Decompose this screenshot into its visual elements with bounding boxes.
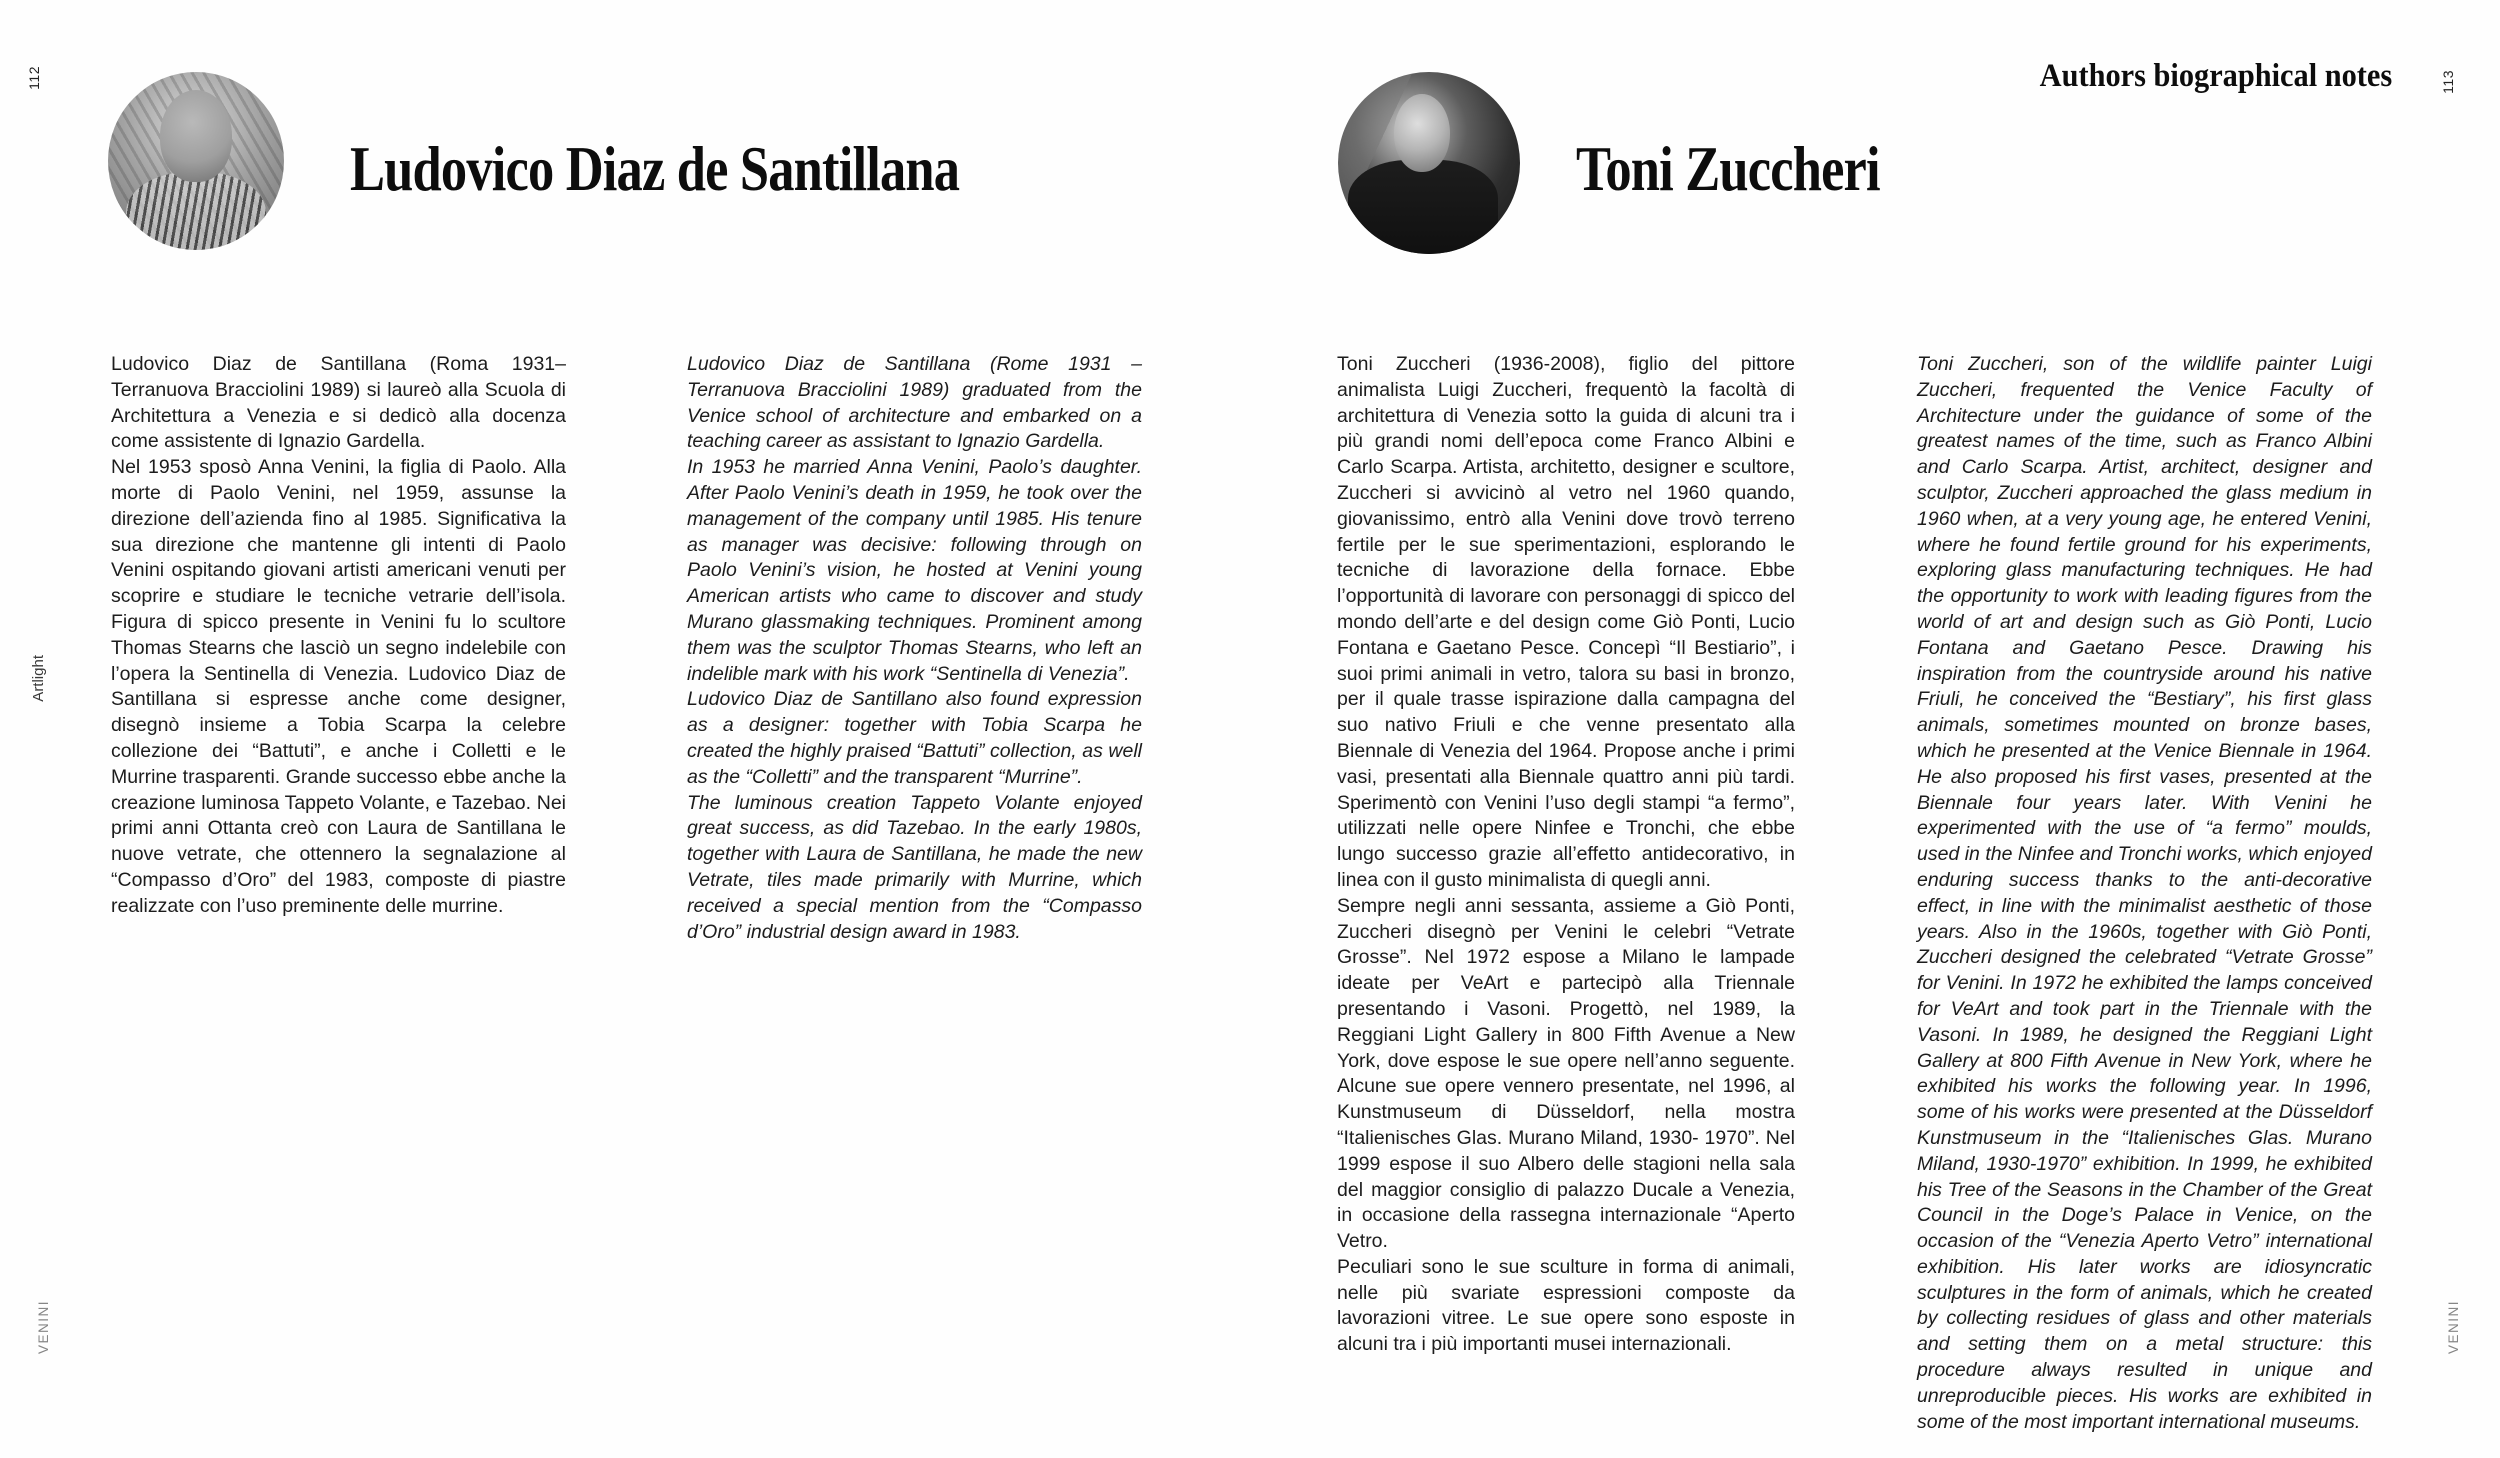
footer-brand-right: VENINI — [2446, 1300, 2461, 1355]
footer-brand-left: VENINI — [36, 1300, 51, 1355]
biography-italian-zuccheri — [1337, 352, 1795, 1358]
portrait-head — [160, 90, 232, 182]
paragraph: Toni Zuccheri (1936-2008), figlio del pittore animalista Luigi Zuccheri, frequentò la facoltà di architettura di Venezia sotto la guida di alcuni tra i più grandi nomi dell’epoca come Franco Albini e Carlo Scarpa. Artista, architetto, designer e scultore, Zuccheri si avvicinò al vetro nel 1960 quando, giovanissimo, entrò alla Venini dove trovò terreno fertile per le sue sperimentazioni, esplorando le tecniche di lavorazione della fornace. Ebbe l’opportunità di lavorare con personaggi di spicco del mondo dell’arte e del design come Giò Ponti, Lucio Fontana e Gaetano Pesce. Concepì “Il Bestiario”, i suoi primi animali in vetro, talora su basi in bronzo, per il quale trasse ispirazione dalla campagna del suo nativo Friuli e che venne presentato alla Biennale di Venezia del 1964. Propose anche i primi vasi, presentati alla Biennale quattro anni più tardi. Sperimentò con Venini l’uso degli stampi “a fermo”, utilizzati nelle opere Ninfee e Tronchi, che ebbe lungo successo grazie all’effetto antidecorativo, in linea con il gusto minimalista di quegli anni. — [1337, 353, 1795, 891]
paragraph: Toni Zuccheri, son of the wildlife painter Luigi Zuccheri, frequented the Venice Faculty of Architecture under the guidance of some of the greatest names of the time, such as Franco Albini and Carlo Scarpa. Artist, architect, designer and sculptor, Zuccheri approached the glass medium in 1960 when, at a very young age, he entered Venini, where he found fertile ground for his experiments, exploring glass manufacturing techniques. He had the opportunity to work with leading figures from the world of art and design such as Giò Ponti, Lucio Fontana and Gaetano Pesce. Drawing his inspiration from the countryside around his native Friuli, he conceived the “Bestiary”, his first glass animals, sometimes mounted on bronze bases, which he presented at the Venice Biennale in 1964. He also proposed his first vases, presented at the Biennale four years later. With Venini he experimented with the use of “a fermo” moulds, used in the Ninfee and Tronchi works, which enjoyed enduring success thanks to the anti-decorative effect, in line with the minimalist aesthetic of those years. Also in the 1960s, together with Giò Ponti, Zuccheri designed the celebrated “Vetrate Grosse” for Venini. In 1972 he exhibited the lamps conceived for VeArt and took part in the Triennale with the Vasoni. In 1989, he designed the Reggiani Light Gallery at 800 Fifth Avenue in New York, where he exhibited his works the following year. In 1996, some of his works were presented at the Düsseldorf Kunstmuseum in the “Italienisches Glas. Murano Miland, 1930-1970” exhibition. In 1999, he exhibited his Tree of the Seasons in the Chamber of the Great Council in the Doge’s Palace in Venice, on the occasion of the “Venezia Aperto Vetro” international exhibition. His later works are idiosyncratic sculptures in the form of animals, which he created by collecting residues of glass and other materials and setting them on a metal structure: this procedure always resulted in unique and unreproducible pieces. His works are exhibited in some of the most important international museums. — [1917, 353, 2372, 1433]
page-number-left: 112 — [26, 66, 42, 90]
author-title-zuccheri: Toni Zuccheri — [1576, 133, 1880, 204]
paragraph: Ludovico Diaz de Santillana (Roma 1931– Terranuova Bracciolini 1989) si laureò alla Scuola di Architettura a Venezia e si dedicò alla docenza come assistente di Ignazio Gardella. — [111, 353, 566, 453]
section-header: Authors biographical notes — [2039, 58, 2392, 94]
page-number-right: 113 — [2440, 70, 2456, 94]
paragraph: Nel 1953 sposò Anna Venini, la figlia di Paolo. Alla morte di Paolo Venini, nel 1959, assunse la direzione dell’azienda fino al 1985. Significativa la sua direzione che mantenne gli intenti di Paolo Venini ospitando giovani artisti americani venuti per scoprire e studiare le tecniche vetrarie dell’isola. Figura di spicco presente in Venini fu lo scultore Thomas Stearns che lasciò un segno indelebile con l’opera la Sentinella di Venezia. Ludovico Diaz de Santillana si espresse anche come designer, disegnò insieme a Tobia Scarpa la celebre collezione dei “Battuti”, e anche i Colletti e le Murrine trasparenti. Grande successo ebbe anche la creazione luminosa Tappeto Volante, e Tazebao. Nei primi anni Ottanta creò con Laura de Santillana le nuove vetrate, che ottennero la segnalazione al “Compasso d’Oro” del 1983, composte di piastre realizzate con l’uso preminente delle murrine. — [111, 456, 566, 917]
paragraph: In 1953 he married Anna Venini, Paolo’s daughter. After Paolo Venini’s death in 1959, he took over the management of the company until 1985. His tenure as manager was decisive: following through on Paolo Venini’s vision, he hosted at Venini young American artists who came to discover and study Murano glassmaking techniques. Prominent among them was the sculptor Thomas Stearns, who left an indelible mark with his work “Sentinella di Venezia”. — [687, 456, 1142, 685]
author-title-santillana: Ludovico Diaz de Santillana — [350, 133, 960, 204]
biography-italian-santillana — [111, 352, 566, 920]
biography-english-santillana — [687, 352, 1142, 945]
paragraph: Sempre negli anni sessanta, assieme a Giò Ponti, Zuccheri disegnò per Venini le celebri “Vetrate Grosse”. Nel 1972 espose a Milano le lampade ideate per VeArt e partecipò alla Triennale presentando i Vasoni. Progettò, nel 1989, la Reggiani Light Gallery in 800 Fifth Avenue a New York, dove espose le sue opere nell’anno seguente. Alcune sue opere vennero presentate, nel 1996, al Kunstmuseum di Düsseldorf, nella mostra “Italienisches Glas. Murano Miland, 1930- 1970”. Nel 1999 espose il suo Albero delle stagioni nella sala del maggior consiglio di palazzo Ducale a Venezia, in occasione della rassegna internazionale “Aperto Vetro. — [1337, 894, 1795, 1253]
paragraph: Ludovico Diaz de Santillana (Rome 1931 – Terranuova Bracciolini 1989) graduated from the Venice school of architecture and embarked on a teaching career as assistant to Ignazio Gardella. — [687, 353, 1142, 453]
biography-english-zuccheri — [1917, 352, 2372, 1435]
portrait-body — [1348, 160, 1498, 254]
portrait-shoulders — [126, 172, 266, 250]
paragraph: Peculiari sono le sue sculture in forma di animali, nelle più svariate espressioni composte da lavorazioni vitree. Le sue opere sono esposte in alcuni tra i più importanti musei internazionali. — [1337, 1255, 1795, 1356]
chapter-side-label: Artlight — [30, 655, 47, 702]
paragraph: Ludovico Diaz de Santillano also found expression as a designer: together with Tobia Scarpa he created the highly praised “Battuti” collection, as well as the “Colletti” and the transparent “Murrine”. — [687, 688, 1142, 788]
paragraph: The luminous creation Tappeto Volante enjoyed great success, as did Tazebao. In the early 1980s, together with Laura de Santillana, he made the new Vetrate, tiles made primarily with Murrine, which received a special mention from the “Compasso d’Oro” industrial design award in 1983. — [687, 791, 1142, 943]
portrait-head — [1394, 94, 1450, 172]
portrait-photo-santillana — [108, 72, 284, 250]
portrait-photo-zuccheri — [1338, 72, 1520, 254]
